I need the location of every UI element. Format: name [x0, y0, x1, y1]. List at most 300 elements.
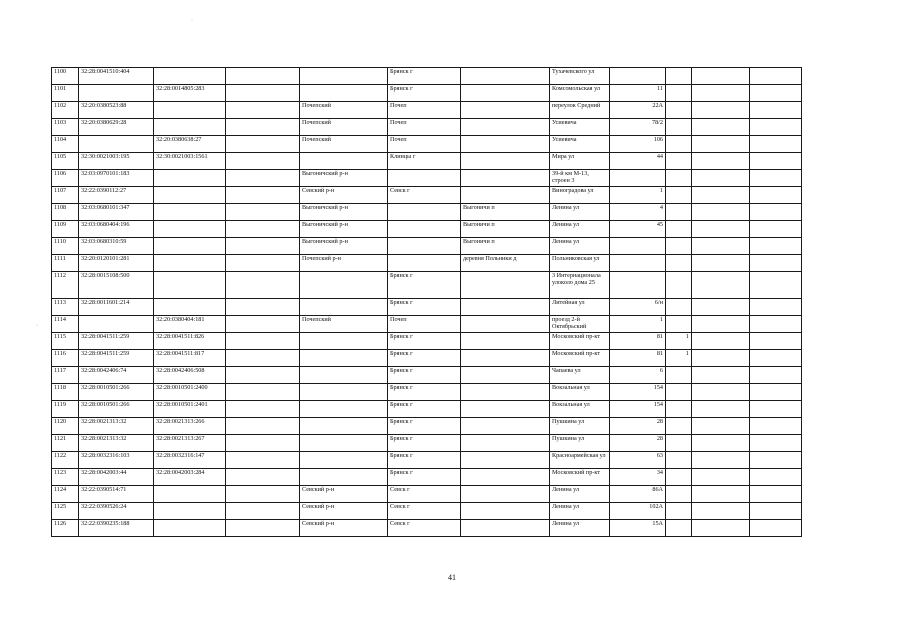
empty-cell: [226, 170, 300, 187]
street: Ленина ул: [550, 204, 610, 221]
district: Почепский: [300, 316, 388, 333]
city: Почеп: [388, 119, 461, 136]
city: Клинцы г: [388, 153, 461, 170]
street: Комсомольская ул: [550, 85, 610, 102]
empty-cell: [750, 170, 802, 187]
settlement: [461, 299, 550, 316]
table-row: [52, 204, 802, 221]
empty-cell: [692, 520, 750, 537]
empty-cell: [750, 367, 802, 384]
table-row: [52, 452, 802, 469]
district: [300, 401, 388, 418]
row-number: 1108: [52, 204, 79, 221]
city: Брянск г: [388, 350, 461, 367]
extra-value: [666, 401, 692, 418]
extra-value: [666, 272, 692, 299]
row-number: 1113: [52, 299, 79, 316]
empty-cell: [226, 520, 300, 537]
settlement: [461, 384, 550, 401]
empty-cell: [750, 384, 802, 401]
table-row: [52, 486, 802, 503]
street: Московский пр-кт: [550, 350, 610, 367]
settlement: Выгоничи п: [461, 204, 550, 221]
district: [300, 153, 388, 170]
extra-value: 1: [666, 350, 692, 367]
settlement: [461, 85, 550, 102]
cadastral-number: 32:22:0390526:24: [79, 503, 154, 520]
extra-value: [666, 238, 692, 255]
district: Севский р-н: [300, 187, 388, 204]
empty-cell: [692, 384, 750, 401]
cadastral-number: 32:22:0390514:71: [79, 486, 154, 503]
empty-cell: [692, 401, 750, 418]
settlement: [461, 170, 550, 187]
district: Выгоничский р-н: [300, 204, 388, 221]
street: Пушкина ул: [550, 435, 610, 452]
settlement: деревня Польники д: [461, 255, 550, 272]
street: Литейная ул: [550, 299, 610, 316]
empty-cell: [750, 204, 802, 221]
street: переулок Средний: [550, 102, 610, 119]
cadastral-number-2: 32:28:0041511:817: [154, 350, 226, 367]
cadastral-number-2: [154, 486, 226, 503]
district: Почепский: [300, 119, 388, 136]
district: [300, 469, 388, 486]
empty-cell: [226, 418, 300, 435]
empty-cell: [750, 102, 802, 119]
empty-cell: [692, 452, 750, 469]
empty-cell: [692, 503, 750, 520]
empty-cell: [226, 119, 300, 136]
table-row: [52, 469, 802, 486]
district: Почепский: [300, 102, 388, 119]
table-row: [52, 350, 802, 367]
empty-cell: [692, 272, 750, 299]
city: [388, 221, 461, 238]
cadastral-number-2: [154, 221, 226, 238]
empty-cell: [692, 469, 750, 486]
table-row: [52, 238, 802, 255]
empty-cell: [226, 367, 300, 384]
district: Выгоничский р-н: [300, 221, 388, 238]
street: Пушкина ул: [550, 418, 610, 435]
empty-cell: [750, 435, 802, 452]
empty-cell: [692, 238, 750, 255]
empty-cell: [226, 68, 300, 85]
settlement: [461, 486, 550, 503]
table-row: [52, 136, 802, 153]
empty-cell: [692, 255, 750, 272]
cadastral-number-2: [154, 170, 226, 187]
table-row: [52, 333, 802, 350]
extra-value: [666, 486, 692, 503]
empty-cell: [692, 418, 750, 435]
district: [300, 418, 388, 435]
empty-cell: [750, 316, 802, 333]
table-row: [52, 299, 802, 316]
empty-cell: [226, 102, 300, 119]
property-table: [51, 67, 802, 537]
empty-cell: [692, 435, 750, 452]
district: Выгоничский р-н: [300, 170, 388, 187]
city: Брянск г: [388, 401, 461, 418]
settlement: [461, 136, 550, 153]
empty-cell: [226, 272, 300, 299]
settlement: [461, 68, 550, 85]
cadastral-number-2: 32:28:0042406:508: [154, 367, 226, 384]
cadastral-number: 32:28:0021313:32: [79, 435, 154, 452]
extra-value: [666, 316, 692, 333]
cadastral-number-2: [154, 520, 226, 537]
street: Ленина ул: [550, 520, 610, 537]
settlement: [461, 153, 550, 170]
cadastral-number: 32:28:0032316:103: [79, 452, 154, 469]
house-number: 34: [610, 469, 666, 486]
street: Вокзальная ул: [550, 384, 610, 401]
empty-cell: [226, 452, 300, 469]
city: [388, 238, 461, 255]
settlement: [461, 333, 550, 350]
scan-mark: ˈ: [191, 20, 193, 26]
empty-cell: [750, 153, 802, 170]
settlement: [461, 350, 550, 367]
cadastral-number-2: 32:28:0032316:147: [154, 452, 226, 469]
empty-cell: [226, 333, 300, 350]
house-number: 81: [610, 333, 666, 350]
empty-cell: [226, 255, 300, 272]
empty-cell: [692, 367, 750, 384]
empty-cell: [692, 221, 750, 238]
settlement: [461, 452, 550, 469]
row-number: 1118: [52, 384, 79, 401]
street: Тухачевского ул: [550, 68, 610, 85]
table-row: [52, 435, 802, 452]
table-row: [52, 316, 802, 333]
house-number: 1: [610, 316, 666, 333]
house-number: 63: [610, 452, 666, 469]
settlement: [461, 272, 550, 299]
cadastral-number-2: 32:20:0380638:27: [154, 136, 226, 153]
settlement: [461, 520, 550, 537]
empty-cell: [692, 153, 750, 170]
cadastral-number: 32:22:0390112:27: [79, 187, 154, 204]
empty-cell: [226, 187, 300, 204]
empty-cell: [226, 238, 300, 255]
cadastral-number: 32:20:0380523:88: [79, 102, 154, 119]
city: Брянск г: [388, 85, 461, 102]
cadastral-number: 32:28:0010501:266: [79, 384, 154, 401]
settlement: [461, 102, 550, 119]
house-number: 15А: [610, 520, 666, 537]
empty-cell: [226, 384, 300, 401]
table-row: [52, 170, 802, 187]
extra-value: [666, 418, 692, 435]
empty-cell: [226, 469, 300, 486]
house-number: 154: [610, 384, 666, 401]
district: [300, 272, 388, 299]
empty-cell: [750, 401, 802, 418]
district: [300, 384, 388, 401]
table-row: [52, 520, 802, 537]
house-number: 154: [610, 401, 666, 418]
street: Польниковская ул: [550, 255, 610, 272]
cadastral-number-2: 32:28:0010501:2400: [154, 384, 226, 401]
street: Ленина ул: [550, 221, 610, 238]
cadastral-number: 32:28:0042406:74: [79, 367, 154, 384]
extra-value: [666, 299, 692, 316]
empty-cell: [692, 68, 750, 85]
cadastral-number-2: [154, 503, 226, 520]
table-row: [52, 221, 802, 238]
house-number: 45: [610, 221, 666, 238]
empty-cell: [750, 85, 802, 102]
city: Почеп: [388, 102, 461, 119]
empty-cell: [750, 452, 802, 469]
row-number: 1112: [52, 272, 79, 299]
house-number: 78/2: [610, 119, 666, 136]
table-row: [52, 187, 802, 204]
table-row: [52, 367, 802, 384]
city: Брянск г: [388, 367, 461, 384]
house-number: 4: [610, 204, 666, 221]
cadastral-number: 32:03:0680101:347: [79, 204, 154, 221]
house-number: [610, 238, 666, 255]
empty-cell: [226, 316, 300, 333]
city: [388, 255, 461, 272]
table-row: [52, 153, 802, 170]
city: Севск г: [388, 486, 461, 503]
extra-value: [666, 68, 692, 85]
table-row: [52, 272, 802, 299]
settlement: [461, 316, 550, 333]
empty-cell: [692, 102, 750, 119]
empty-cell: [226, 221, 300, 238]
street: Красноармейская ул: [550, 452, 610, 469]
row-number: 1101: [52, 85, 79, 102]
extra-value: [666, 469, 692, 486]
row-number: 1110: [52, 238, 79, 255]
row-number: 1124: [52, 486, 79, 503]
street: Чапаева ул: [550, 367, 610, 384]
extra-value: [666, 85, 692, 102]
cadastral-number-2: [154, 238, 226, 255]
district: Почепский р-н: [300, 255, 388, 272]
cadastral-number: 32:28:0015108:500: [79, 272, 154, 299]
district: Почепский: [300, 136, 388, 153]
city: Севск г: [388, 503, 461, 520]
empty-cell: [692, 85, 750, 102]
empty-cell: [750, 333, 802, 350]
settlement: [461, 469, 550, 486]
house-number: 6: [610, 367, 666, 384]
empty-cell: [750, 136, 802, 153]
empty-cell: [226, 486, 300, 503]
cadastral-number-2: 32:28:0042003:284: [154, 469, 226, 486]
street: Ленина ул: [550, 503, 610, 520]
row-number: 1125: [52, 503, 79, 520]
scan-mark: ·: [36, 323, 38, 329]
house-number: 44: [610, 153, 666, 170]
row-number: 1115: [52, 333, 79, 350]
city: Севск г: [388, 520, 461, 537]
cadastral-number-2: [154, 187, 226, 204]
extra-value: [666, 136, 692, 153]
row-number: 1126: [52, 520, 79, 537]
extra-value: [666, 221, 692, 238]
cadastral-number-2: 32:30:0021003:1561: [154, 153, 226, 170]
cadastral-number: 32:03:0970101:183: [79, 170, 154, 187]
city: [388, 204, 461, 221]
house-number: [610, 255, 666, 272]
house-number: 106: [610, 136, 666, 153]
cadastral-number-2: [154, 68, 226, 85]
cadastral-number-2: [154, 255, 226, 272]
extra-value: [666, 435, 692, 452]
house-number: 1: [610, 187, 666, 204]
house-number: 11: [610, 85, 666, 102]
cadastral-number: 32:28:0021313:32: [79, 418, 154, 435]
empty-cell: [750, 187, 802, 204]
street: Вокзальная ул: [550, 401, 610, 418]
district: [300, 350, 388, 367]
row-number: 1123: [52, 469, 79, 486]
district: [300, 68, 388, 85]
city: Брянск г: [388, 333, 461, 350]
row-number: 1121: [52, 435, 79, 452]
city: Брянск г: [388, 272, 461, 299]
empty-cell: [226, 85, 300, 102]
table-row: [52, 384, 802, 401]
row-number: 1103: [52, 119, 79, 136]
table-row: [52, 68, 802, 85]
street: 39-й км М-13, строен 3: [550, 170, 610, 187]
cadastral-number: 32:03:0680310:59: [79, 238, 154, 255]
row-number: 1105: [52, 153, 79, 170]
empty-cell: [750, 238, 802, 255]
cadastral-number: 32:20:0380629:28: [79, 119, 154, 136]
cadastral-number: [79, 136, 154, 153]
row-number: 1102: [52, 102, 79, 119]
street: Московский пр-кт: [550, 333, 610, 350]
empty-cell: [226, 136, 300, 153]
table-row: [52, 119, 802, 136]
street: Московский пр-кт: [550, 469, 610, 486]
settlement: [461, 435, 550, 452]
empty-cell: [692, 187, 750, 204]
extra-value: [666, 520, 692, 537]
cadastral-number: 32:28:0011601:214: [79, 299, 154, 316]
settlement: [461, 119, 550, 136]
cadastral-number-2: [154, 299, 226, 316]
empty-cell: [226, 204, 300, 221]
extra-value: [666, 452, 692, 469]
empty-cell: [750, 503, 802, 520]
street: Усиевича: [550, 136, 610, 153]
empty-cell: [750, 255, 802, 272]
house-number: 6/н: [610, 299, 666, 316]
empty-cell: [692, 170, 750, 187]
district: Севский р-н: [300, 486, 388, 503]
empty-cell: [226, 401, 300, 418]
settlement: [461, 401, 550, 418]
extra-value: [666, 119, 692, 136]
district: [300, 435, 388, 452]
settlement: [461, 418, 550, 435]
empty-cell: [750, 486, 802, 503]
empty-cell: [226, 299, 300, 316]
extra-value: [666, 102, 692, 119]
street: Виноградова ул: [550, 187, 610, 204]
city: Почеп: [388, 316, 461, 333]
city: Брянск г: [388, 299, 461, 316]
row-number: 1119: [52, 401, 79, 418]
district: Севский р-н: [300, 520, 388, 537]
empty-cell: [750, 272, 802, 299]
empty-cell: [750, 350, 802, 367]
extra-value: [666, 204, 692, 221]
cadastral-number: 32:30:0021003:195: [79, 153, 154, 170]
cadastral-number: 32:20:0120101:281: [79, 255, 154, 272]
extra-value: [666, 503, 692, 520]
house-number: [610, 170, 666, 187]
row-number: 1106: [52, 170, 79, 187]
extra-value: [666, 367, 692, 384]
street: Мира ул: [550, 153, 610, 170]
extra-value: [666, 187, 692, 204]
district: [300, 367, 388, 384]
cadastral-number-2: [154, 119, 226, 136]
empty-cell: [226, 435, 300, 452]
empty-cell: [226, 153, 300, 170]
cadastral-number: 32:03:0680404:196: [79, 221, 154, 238]
city: Севск г: [388, 187, 461, 204]
district: [300, 333, 388, 350]
empty-cell: [750, 520, 802, 537]
house-number: 102А: [610, 503, 666, 520]
cadastral-number: [79, 316, 154, 333]
empty-cell: [692, 333, 750, 350]
cadastral-number: [79, 85, 154, 102]
row-number: 1111: [52, 255, 79, 272]
city: Брянск г: [388, 384, 461, 401]
table-row: [52, 401, 802, 418]
empty-cell: [750, 221, 802, 238]
empty-cell: [750, 68, 802, 85]
cadastral-number-2: 32:28:0041511:826: [154, 333, 226, 350]
page-number: 41: [448, 573, 456, 582]
cadastral-number: 32:28:0042003:44: [79, 469, 154, 486]
cadastral-number-2: [154, 272, 226, 299]
city: Брянск г: [388, 418, 461, 435]
empty-cell: [692, 350, 750, 367]
cadastral-number-2: [154, 102, 226, 119]
table-row: [52, 418, 802, 435]
cadastral-number: 32:28:0010501:266: [79, 401, 154, 418]
district: Севский р-н: [300, 503, 388, 520]
district: Выгоничский р-н: [300, 238, 388, 255]
street: Ленина ул: [550, 238, 610, 255]
house-number: 81: [610, 350, 666, 367]
street: проезд 2-й Октябрьский: [550, 316, 610, 333]
row-number: 1114: [52, 316, 79, 333]
empty-cell: [692, 119, 750, 136]
cadastral-number: 32:28:0041511:259: [79, 333, 154, 350]
district: [300, 452, 388, 469]
table-row: [52, 503, 802, 520]
street: Усиевича: [550, 119, 610, 136]
cadastral-number-2: 32:28:0014805:283: [154, 85, 226, 102]
empty-cell: [750, 119, 802, 136]
